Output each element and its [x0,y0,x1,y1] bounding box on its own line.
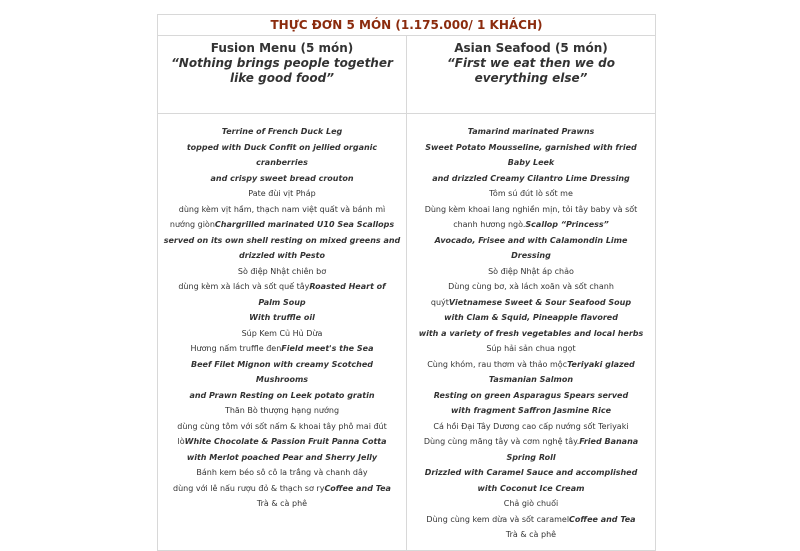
dish-description-text: Hương nấm truffle đen [190,344,282,353]
dish-description-text: Súp Kem Củ Hủ Dừa [241,328,323,338]
menu-line [410,140,652,156]
menu-line [161,465,403,481]
dish-description-text: Chả giò chuối [503,499,559,508]
menu-line [410,481,652,497]
dish-description-text: dùng kèm xà lách và sốt quế tây [178,282,310,291]
dish-name-text: Fried Banana [579,437,639,446]
dish-description-text: Pate đùi vịt Pháp [248,189,316,198]
menu-line [410,248,652,264]
dish-description-text: Trà & cà phê [505,530,557,539]
dish-name-text: Coffee and Tea [569,514,636,524]
menu-line [410,155,652,171]
menu-line [410,403,652,419]
menu-line [161,279,403,295]
menu-line [161,419,403,435]
dish-description-text: Trà & cà phê [256,499,308,508]
dish-name-text: Avocado, Frisee and with Calamondin Lime [434,235,628,245]
menu-line [161,341,403,357]
menu-body-row [158,114,656,551]
menu-line [161,357,403,373]
menu-line [161,248,403,264]
menu-line [410,171,652,187]
menu-line [161,202,403,218]
menu-line [161,496,403,512]
column-name: Fusion Menu (5 món) [210,41,354,55]
dish-name-text: and Prawn Resting on Leek potato gratin [189,390,375,400]
dish-name-text: Terrine of French Duck Leg [221,127,343,136]
menu-line [161,372,403,388]
menu-line [410,124,652,140]
menu-line [161,264,403,280]
menu-line [410,496,652,512]
menu-line [161,450,403,466]
dish-description-text: lò [177,437,185,446]
dish-description-text: dùng kèm vịt hầm, thạch nam việt quất và bánh mì [178,204,386,214]
dish-name-text: Beef Filet Mignon with creamy Scotched [191,359,373,369]
menu-line [161,140,403,156]
menu-line [410,357,652,373]
dish-description-text: Súp hải sản chua ngọt [486,344,576,353]
dish-description-text: Cùng khóm, rau thơm và thảo mộc [427,359,568,369]
dish-name-text: Chargrilled marinated U10 Sea Scallops [214,220,395,229]
dish-name-text: Drizzled with Caramel Sauce and accomplished [424,468,638,477]
dish-name-text: White Chocolate & Passion Fruit Panna Cotta [184,437,387,446]
dish-name-text: Baby Leek [507,158,555,167]
dish-description-text: Cá hồi Đại Tây Dương cao cấp nướng sốt Teriyaki [433,421,629,431]
dish-name-text: with Clam & Squid, Pineapple flavored [444,313,618,322]
title-row [158,15,656,36]
menu-line [161,310,403,326]
dish-name-text: and drizzled Creamy Cilantro Lime Dressing [432,173,630,183]
dish-description-text: Bánh kem béo sô cô la trắng và chanh dây [196,468,368,477]
dish-description-text: Thăn Bò thượng hạng nướng [224,406,340,415]
asian-seafood-menu-items [407,114,656,551]
menu-line [410,372,652,388]
menu-line [410,450,652,466]
dish-description-text: Dùng kèm khoai lang nghiền mịn, tỏi tây baby và sốt [424,204,638,214]
dish-name-text: Palm Soup [258,297,306,307]
dish-name-text: with Merlot poached Pear and Sherry Jelly [186,452,378,462]
dish-description-text: quýt [430,297,449,307]
dish-description-text: Sò điệp Nhật áp chảo [488,266,574,276]
dish-description-text: nướng giòn [169,220,215,229]
menu-line [161,326,403,342]
column-quote: “First we eat then we do everything else” [447,56,615,85]
menu-line [410,434,652,450]
dish-description-text: chanh hương ngò. [453,220,526,229]
menu-line [410,279,652,295]
dish-name-text: with fragment Saffron Jasmine Rice [451,406,611,415]
dish-name-text: Dressing [511,251,551,260]
dish-description-text: Dùng cùng kem dừa và sốt caramel [426,514,570,524]
menu-line [410,512,652,528]
menu-line [410,295,652,311]
menu-line [410,465,652,481]
dish-name-text: topped with Duck Confit on jellied organic [186,142,378,152]
menu-line [410,186,652,202]
menu-line [410,388,652,404]
fusion-menu-items [158,114,407,551]
dish-name-text: served on its own shell resting on mixed greens and [163,235,401,245]
menu-line [161,295,403,311]
dish-name-text: Teriyaki glazed [567,359,635,369]
menu-line [161,217,403,233]
dish-name-text: Tamarind marinated Prawns [467,127,595,136]
menu-line [161,233,403,249]
menu-line [410,419,652,435]
column-quote: “Nothing brings people together like good food” [171,56,393,85]
menu-line [410,233,652,249]
menu-title: THỰC ĐƠN 5 MÓN (1.175.000/ 1 KHÁCH) [158,15,656,36]
column-header-asian-seafood [407,36,656,114]
dish-name-text: with a variety of fresh vegetables and local herbs [418,328,644,338]
column-name: Asian Seafood (5 món) [454,41,608,55]
menu-line [161,481,403,497]
column-header-row [158,36,656,114]
dish-name-text: with Coconut Ice Cream [477,483,585,493]
menu-line [410,310,652,326]
dish-description-text: dùng cùng tôm với sốt nấm & khoai tây phô mai đút [177,421,387,431]
dish-name-text: Sweet Potato Mousseline, garnished with fried [425,142,637,152]
menu-line [161,403,403,419]
dish-name-text: Field meet's the Sea [281,344,374,353]
dish-name-text: Coffee and Tea [324,483,391,493]
menu-line [161,186,403,202]
dish-description-text: Dùng cùng bơ, xà lách xoăn và sốt chanh [448,282,614,291]
menu-line [410,217,652,233]
menu-line [410,326,652,342]
menu-table [157,14,656,551]
menu-line [161,434,403,450]
dish-description-text: Tôm sú đút lò sốt me [489,189,573,198]
dish-name-text: Resting on green Asparagus Spears served [433,390,629,400]
menu-line [410,341,652,357]
menu-line [161,388,403,404]
dish-name-text: cranberries [256,158,308,167]
menu-line [410,202,652,218]
dish-name-text: drizzled with Pesto [239,251,325,260]
menu-line [161,171,403,187]
dish-name-text: Mushrooms [255,375,309,384]
menu-line [161,155,403,171]
dish-name-text: With truffle oil [249,313,315,322]
dish-name-text: Scallop “Princess” [525,220,609,229]
dish-name-text: and crispy sweet bread crouton [210,173,354,183]
dish-description-text: Sò điệp Nhật chiên bơ [237,266,327,276]
menu-line [161,124,403,140]
menu-line [410,264,652,280]
dish-name-text: Spring Roll [506,452,556,462]
dish-description-text: Dùng cùng măng tây và cơm nghệ tây. [423,437,580,446]
dish-description-text: dùng với lê nấu rượu đỏ & thạch sơ ry [173,483,325,493]
dish-name-text: Vietnamese Sweet & Sour Seafood Soup [448,297,632,307]
column-header-fusion [158,36,407,114]
dish-name-text: Tasmanian Salmon [488,375,574,384]
dish-name-text: Roasted Heart of [309,282,386,291]
